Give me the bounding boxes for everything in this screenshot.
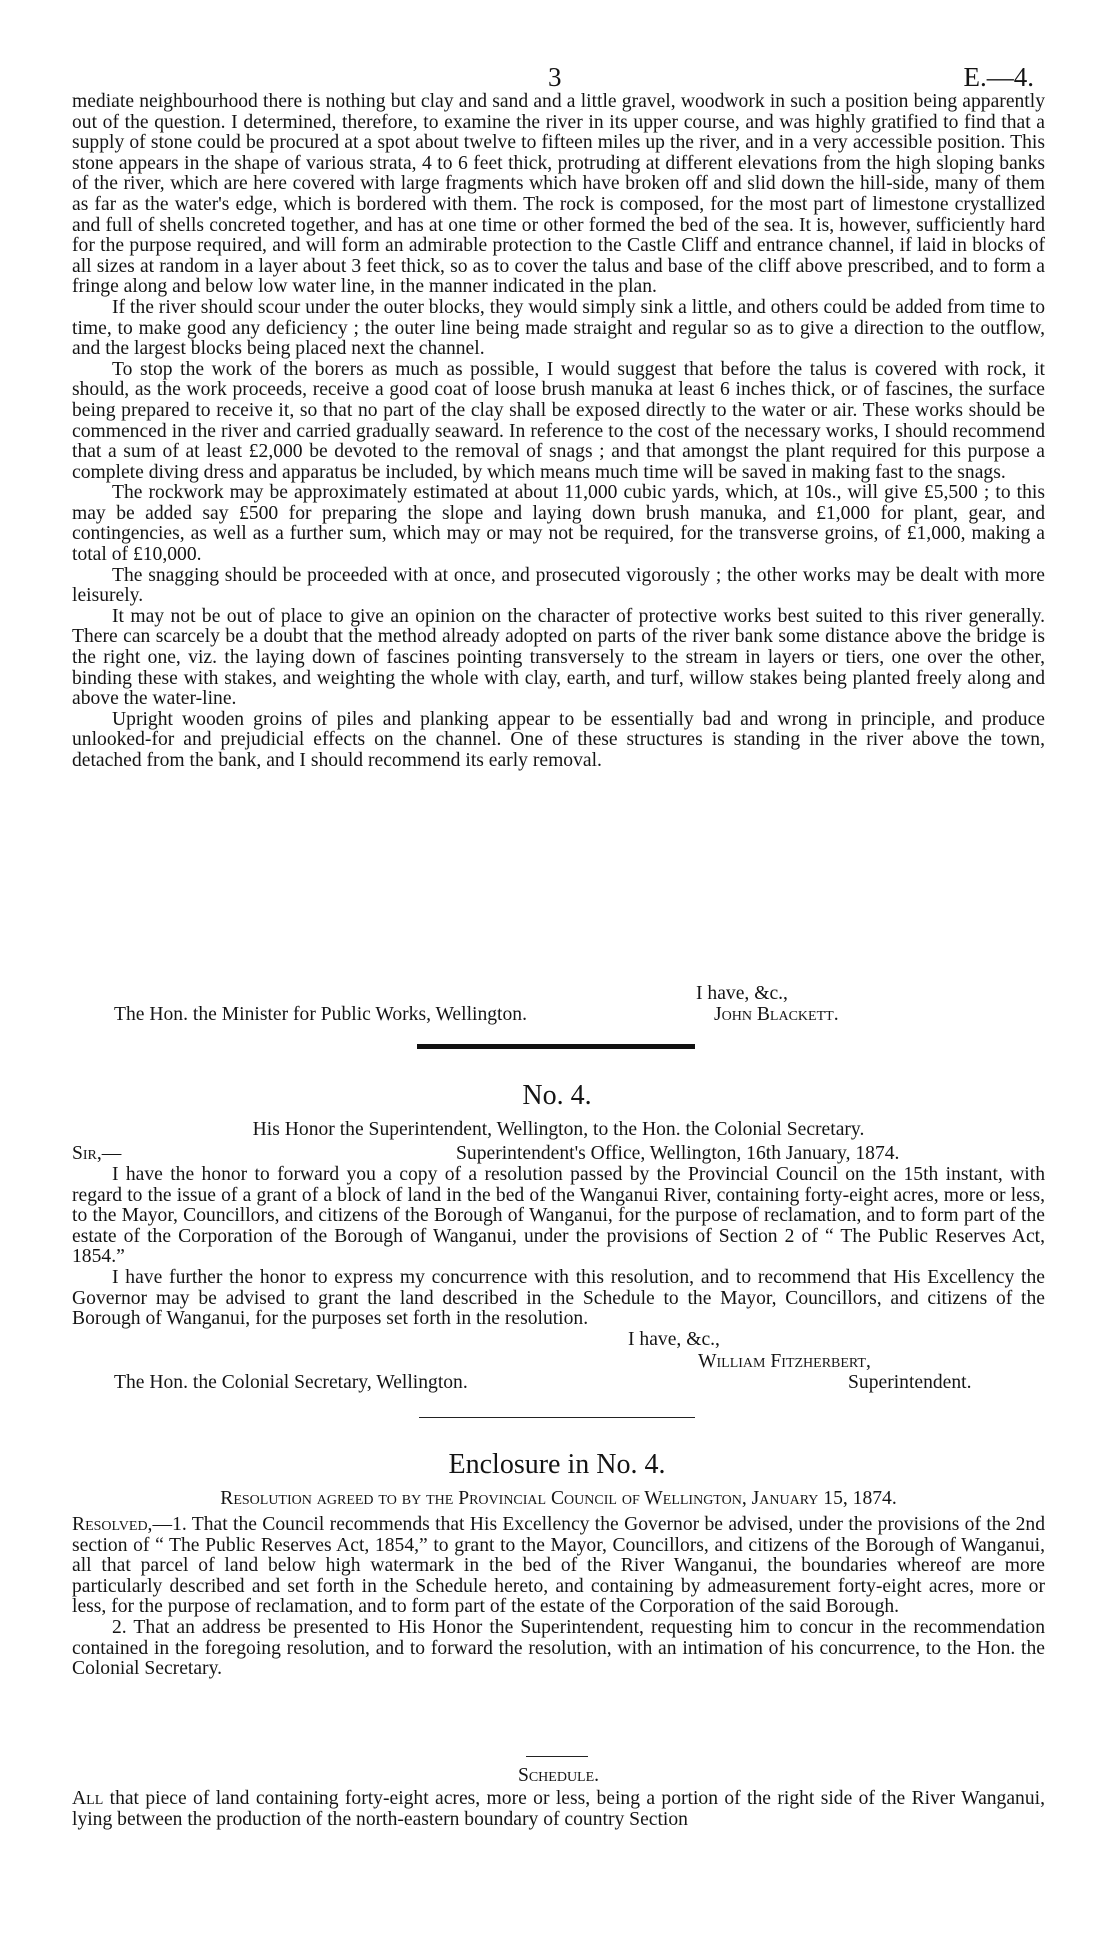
section-divider-thin — [419, 1417, 695, 1418]
letter-closing: I have, &c., — [628, 1329, 720, 1350]
resolution-1 — [72, 1515, 1045, 1618]
letter-paragraph-2: I have further the honor to express my concurrence with this resolution, and to recommend that His Excellency the Governor may be advised to grant the land described in the Schedule to the Mayor, Councillors, and citizens of the Borough of Wanganui, for the purposes set forth in the resolution. — [72, 1266, 1045, 1330]
schedule-paragraph — [72, 1789, 1045, 1830]
resolution-1-text: —1. That the Council recommends that His Excellency the Governor be advised, under the provisions of the 2nd section of “ The Public Reserves Act, 1854,” to grant to the Mayor, Councillors, and citizens of the Borough of Wanganui, all that parcel of land below high watermark in the bed of the River Wanganui, the boundaries whereof are more particularly described and set forth in the Schedule hereto, and containing by admeasurement forty-eight acres, more or less, for the purpose of reclamation, and to form part of the estate of the Corporation of the said Borough. — [72, 1514, 1045, 1618]
schedule-title: Schedule. — [517, 1765, 600, 1786]
schedule-text: that piece of land containing forty-eight acres, more or less, being a portion of the right side of the River Wanganui, lying between the production of the north-eastern boundary of country Section — [72, 1788, 1045, 1830]
report-paragraph-1: mediate neighbourhood there is nothing but clay and sand and a little gravel, woodwork in such a position being apparently out of the question. I determined, therefore, to examine the river in its upper course, and was highly gratified to find that a supply of stone could be procured at a spot about twelve to fifteen miles up the river, and in a very accessible position. This stone appears in the shape of various strata, 4 to 6 feet thick, protruding at different elevations from the high sloping banks of the river, which are here covered with large fragments which have broken off and slid down the hill-side, many of them as far as the water's edge, which is bordered with them. The rock is composed, for the most part of limestone crystallized and full of shells concreted together, and has at one time or other formed the bed of the sea. It is, however, sufficiently hard for the purpose required, and will form an admirable protection to the Castle Cliff and entrance channel, if laid in blocks of all sizes at random in a layer about 3 feet thick, so as to cover the talus and base of the cliff above prescribed, and to form a fringe along and below low water line, in the manner indicated in the plan. — [72, 91, 1045, 298]
letter-title: No. 4. — [522, 1080, 592, 1111]
section-divider-thick — [417, 1044, 695, 1049]
report-body — [72, 92, 1045, 772]
report-paragraph-2: If the river should scour under the outer blocks, they would simply sink a little, and others could be added from time to time, to make good any deficiency ; the outer line being made straight and regular so as to give a direction to the outflow, and the largest blocks being placed next the channel. — [72, 296, 1045, 360]
report-paragraph-6: It may not be out of place to give an opinion on the character of protective works best suited to this river generally. There can scarcely be a doubt that the method already adopted on parts of the river bank some distance above the bridge is the right one, viz. the laying down of fascines pointing transversely to the stream in layers or tiers, one over the other, binding these with stakes, and weighting the whole with clay, earth, and turf, willow stakes being planted freely along and above the water-line. — [72, 605, 1045, 710]
report-signature: John Blackett. — [714, 1004, 839, 1025]
enclosure-subtitle: Resolution agreed to by the Provincial Council of Wellington, January 15, 1874. — [220, 1488, 897, 1509]
schedule-divider — [526, 1756, 588, 1757]
report-paragraph-7: Upright wooden groins of piles and planking appear to be essentially bad and wrong in principle, and produce unlooked-for and prejudicial effects on the channel. One of these structures is standing in the river above the town, detached from the bank, and I should recommend its early removal. — [72, 708, 1045, 771]
page-number: 3 — [548, 62, 562, 92]
document-code: E.—4. — [963, 62, 1034, 92]
report-paragraph-3: To stop the work of the borers as much as possible, I would suggest that before the talus is covered with rock, it should, as the work proceeds, receive a good coat of loose brush manuka at least 6 inches thick, or of fascines, the surface being prepared to receive it, so that no part of the clay shall be exposed directly to the water or air. These works should be commenced in the river and carried gradually seaward. In reference to the cost of the necessary works, I should recommend that a sum of at least £2,000 be devoted to the removal of snags ; and that amongst the plant required for this purpose a complete diving dress and apparatus be included, by which means much time will be saved in making fast to the snags. — [72, 358, 1045, 483]
letter-dateline: Superintendent's Office, Wellington, 16th January, 1874. — [456, 1143, 900, 1164]
resolution-1-lead: Resolved, — [72, 1514, 153, 1535]
schedule-body — [72, 1789, 1045, 1830]
letter-body — [72, 1165, 1045, 1330]
resolution-2: 2. That an address be presented to His Honor the Superintendent, requesting him to concur in the recommendation contained in the foregoing resolution, and to forward the resolution, with an intimation of his concurrence, to the Hon. the Colonial Secretary. — [72, 1616, 1045, 1680]
report-closing: I have, &c., — [696, 983, 788, 1004]
letter-paragraph-1: I have the honor to forward you a copy of a resolution passed by the Provincial Council on the 15th instant, with regard to the issue of a grant of a block of land in the bed of the Wanganui River, containing forty-eight acres, more or less, to the Mayor, Councillors, and citizens of the Borough of Wanganui, for the purpose of reclamation, and to form part of the estate of the Corporation of the Borough of Wanganui, under the provisions of Section 2 of “ The Public Reserves Act, 1854.” — [72, 1164, 1045, 1268]
enclosure-title: Enclosure in No. 4. — [448, 1449, 666, 1480]
letter-addressee: The Hon. the Colonial Secretary, Wellington. — [114, 1372, 468, 1393]
report-paragraph-5: The snagging should be proceeded with at once, and prosecuted vigorously ; the other works may be dealt with more leisurely. — [72, 564, 1045, 607]
letter-sign-title: Superintendent. — [848, 1372, 972, 1393]
report-paragraph-4: The rockwork may be approximately estimated at about 11,000 cubic yards, which, at 10s., will give £5,500 ; to this may be added say £500 for preparing the slope and laying down brush manuka, and £1,000 for plant, gear, and contingencies, as well as a further sum, which may or may not be required, for the transverse groins, of £1,000, making a total of £10,000. — [72, 482, 1045, 566]
enclosure-body — [72, 1515, 1045, 1680]
schedule-lead: All — [72, 1788, 104, 1809]
letter-from-to: His Honor the Superintendent, Wellington, to the Hon. the Colonial Secretary. — [252, 1119, 865, 1140]
report-addressee: The Hon. the Minister for Public Works, Wellington. — [114, 1004, 527, 1025]
letter-signature: William Fitzherbert, — [698, 1351, 871, 1372]
letter-header-row — [72, 1144, 1045, 1165]
letter-salutation: Sir,— — [72, 1143, 122, 1164]
